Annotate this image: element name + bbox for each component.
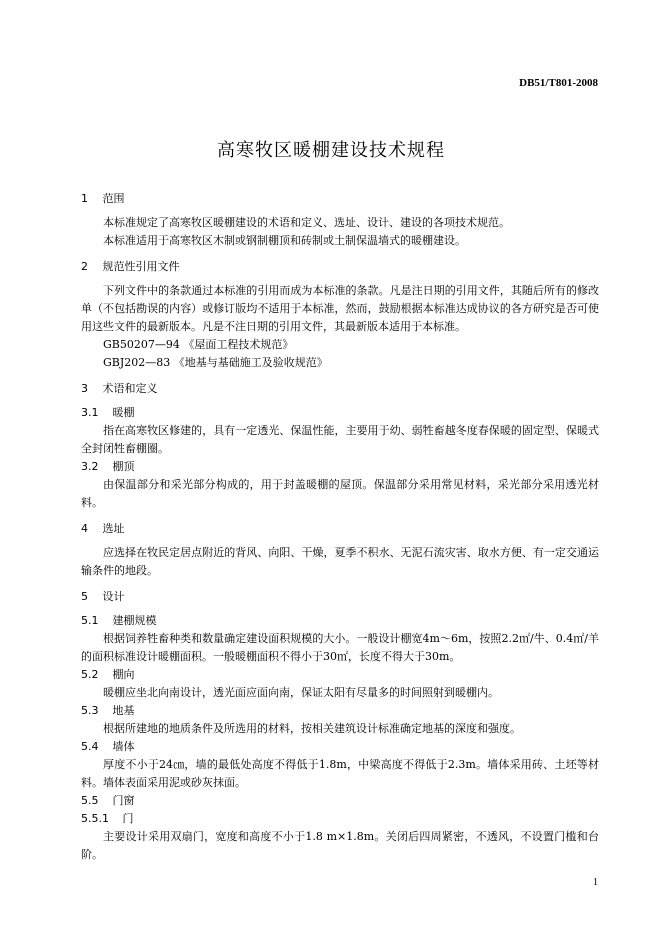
section-title: 设计	[102, 590, 125, 603]
subsection-heading-5-3	[81, 702, 599, 720]
subsection-heading-5-4	[81, 738, 599, 756]
subsection-number: 5.3	[81, 704, 99, 717]
subsection-number: 5.5.1	[81, 812, 109, 825]
subsection-heading-5-1	[81, 612, 599, 630]
subsection-number: 3.1	[81, 406, 99, 419]
section-heading-2	[81, 258, 599, 276]
subsection-title: 暖棚	[112, 406, 135, 419]
subsection-number: 5.5	[81, 794, 99, 807]
section-number: 2	[81, 260, 88, 273]
paragraph: 指在高寒牧区修建的，具有一定透光、保温性能，主要用于幼、弱牲畜越冬度春保暖的固定型、保暖式全封闭牲畜棚圈。	[81, 424, 599, 455]
paragraph: 暖棚应坐北向南设计，透光面应面向南，保证太阳有尽量多的时间照射到暖棚内。	[103, 686, 499, 699]
section-title: 范围	[102, 192, 125, 205]
subsection-title: 棚向	[112, 668, 135, 681]
paragraph: 由保温部分和采光部分构成的，用于封盖暖棚的屋顶。保温部分采用常见材料，采光部分采用透光材料。	[81, 478, 599, 509]
section-number: 5	[81, 590, 88, 603]
paragraph: 本标准适用于高寒牧区木制或钢制棚顶和砖制或土制保温墙式的暖棚建设。	[103, 234, 466, 247]
subsection-heading-5-5-1	[81, 810, 599, 828]
subsection-heading-3-1	[81, 404, 599, 422]
section-heading-4	[81, 520, 599, 538]
section-title: 规范性引用文件	[102, 260, 180, 273]
document-body	[81, 190, 599, 864]
subsection-heading-3-2	[81, 458, 599, 476]
section-number: 4	[81, 522, 88, 535]
subsection-number: 5.2	[81, 668, 99, 681]
paragraph: 应选择在牧民定居点附近的背风、向阳、干燥，夏季不积水、无泥石流灾害、取水方便、有一定交通运输条件的地段。	[81, 546, 599, 577]
subsection-title: 地基	[112, 704, 135, 717]
subsection-title: 建棚规模	[112, 614, 157, 627]
subsection-title: 门	[122, 812, 134, 825]
page-title: 高寒牧区暖棚建设技术规程	[217, 140, 445, 161]
section-heading-5	[81, 588, 599, 606]
subsection-number: 5.1	[81, 614, 99, 627]
subsection-number: 5.4	[81, 740, 99, 753]
section-number: 1	[81, 192, 88, 205]
document-code: DB51/T801-2008	[519, 77, 598, 89]
page-number: 1	[593, 877, 598, 888]
section-heading-3	[81, 380, 599, 398]
subsection-title: 棚顶	[112, 460, 135, 473]
section-title: 选址	[102, 522, 125, 535]
section-title: 术语和定义	[102, 382, 158, 395]
subsection-title: 门窗	[112, 794, 135, 807]
paragraph: 厚度不小于24㎝，墙的最低处高度不得低于1.8m，中梁高度不得低于2.3m。墙体采用砖、土坯等材料。墙体表面采用泥或砂灰抹面。	[81, 758, 599, 789]
reference-item: GBJ202—83 《地基与基础施工及验收规范》	[103, 356, 328, 369]
reference-item: GB50207—94 《屋面工程技术规范》	[103, 338, 294, 351]
paragraph: 根据饲养牲畜种类和数量确定建设面积规模的大小。一般设计棚宽4m～6m，按照2.2㎡/牛、0.4㎡/羊的面积标准设计暖棚面积。一般暖棚面积不得小于30㎡，长度不得大于30m。	[81, 632, 599, 663]
subsection-heading-5-5	[81, 792, 599, 810]
subsection-heading-5-2	[81, 666, 599, 684]
paragraph: 本标准规定了高寒牧区暖棚建设的术语和定义、选址、设计、建设的各项技术规范。	[103, 216, 510, 229]
subsection-title: 墙体	[112, 740, 135, 753]
section-heading-1	[81, 190, 599, 208]
subsection-number: 3.2	[81, 460, 99, 473]
paragraph: 根据所建地的地质条件及所选用的材料，按相关建筑设计标准确定地基的深度和强度。	[103, 722, 521, 735]
paragraph: 主要设计采用双扇门，宽度和高度不小于1.8 m×1.8m。关闭后四周紧密，不透风，不设置门槛和台阶。	[81, 830, 599, 861]
section-number: 3	[81, 382, 88, 395]
paragraph: 下列文件中的条款通过本标准的引用而成为本标准的条款。凡是注日期的引用文件，其随后所有的修改单（不包括勘误的内容）或修订版均不适用于本标准，然而，鼓励根据本标准达成协议的各方研究是否可使用这些文件的最新版本。凡是不注日期的引用文件，其最新版本适用于本标准。	[81, 284, 599, 333]
